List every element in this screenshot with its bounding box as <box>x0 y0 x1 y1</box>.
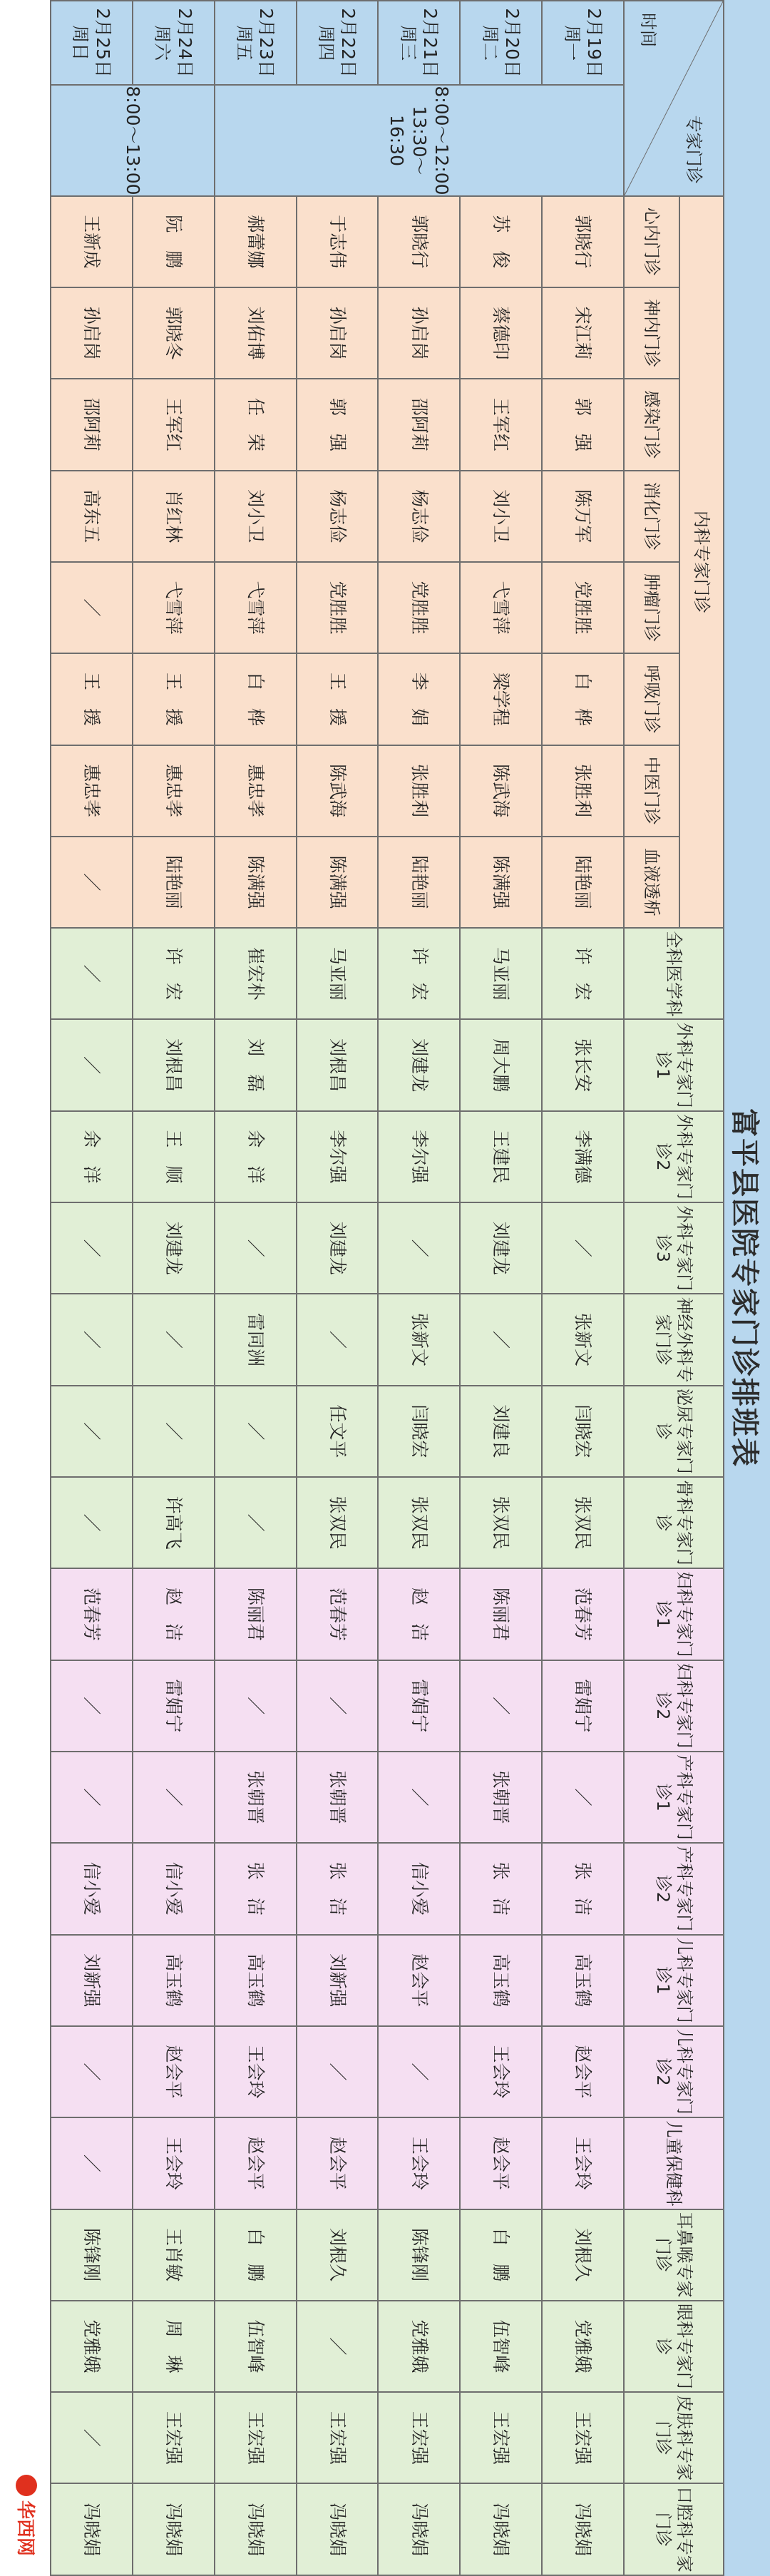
doctor-cell: 周大鹏 <box>460 1019 542 1110</box>
doctor-cell: 伍智峰 <box>460 2301 542 2392</box>
page-title: 富平县医院专家门诊排班表 <box>724 0 770 2576</box>
table-row <box>297 1 379 2575</box>
doctor-cell: 刘小卫 <box>460 471 542 562</box>
doctor-cell: 党胜胜 <box>378 562 460 653</box>
doctor-cell: 白 桦 <box>542 653 624 745</box>
doctor-cell: 张双民 <box>460 1477 542 1568</box>
doctor-cell: ／ <box>51 1386 133 1477</box>
doctor-cell: ／ <box>51 2117 133 2209</box>
doctor-cell: 张胜利 <box>542 745 624 837</box>
column-header: 儿童保健科 <box>624 2117 724 2209</box>
doctor-cell: 王建民 <box>460 1111 542 1202</box>
doctor-cell: 肖红林 <box>133 471 215 562</box>
column-header: 神经外科专家门诊 <box>624 1294 724 1385</box>
doctor-cell: ／ <box>215 1386 297 1477</box>
doctor-cell: 闫晓宏 <box>542 1386 624 1477</box>
doctor-cell: 许高飞 <box>133 1477 215 1568</box>
doctor-cell: 信小爱 <box>378 1843 460 1934</box>
doctor-cell: 赵会平 <box>133 2026 215 2117</box>
doctor-cell: ／ <box>297 1294 379 1385</box>
doctor-cell: 蔡德印 <box>460 287 542 379</box>
doctor-cell: 雷娟宁 <box>378 1660 460 1752</box>
doctor-cell: ／ <box>297 1660 379 1752</box>
doctor-cell: 张朝晋 <box>460 1752 542 1843</box>
doctor-cell: 赵会平 <box>215 2117 297 2209</box>
date-label: 2月23日 <box>256 8 277 78</box>
doctor-cell: 弋雪萍 <box>215 562 297 653</box>
doctor-cell: 张新文 <box>378 1294 460 1385</box>
doctor-cell: ／ <box>51 2392 133 2483</box>
doctor-cell: 张双民 <box>297 1477 379 1568</box>
doctor-cell: 王会玲 <box>215 2026 297 2117</box>
schedule-table <box>50 0 724 2576</box>
doctor-cell: ／ <box>51 1019 133 1110</box>
doctor-cell: 王肖敏 <box>133 2209 215 2301</box>
doctor-cell: 赵会平 <box>542 2026 624 2117</box>
doctor-cell: 伍智峰 <box>215 2301 297 2392</box>
doctor-cell: 冯晓娟 <box>215 2483 297 2575</box>
doctor-cell: ／ <box>378 1752 460 1843</box>
date-cell <box>215 1 297 85</box>
doctor-cell: 冯晓娟 <box>297 2483 379 2575</box>
doctor-cell: 崔宏朴 <box>215 928 297 1019</box>
time-label: 8:00～12:00 <box>431 86 452 195</box>
doctor-cell: 刘建龙 <box>378 1019 460 1110</box>
doctor-cell: 陈武海 <box>297 745 379 837</box>
time-cell <box>215 85 624 195</box>
doctor-cell: ／ <box>215 1202 297 1294</box>
doctor-cell: 刘建良 <box>460 1386 542 1477</box>
doctor-cell: 陈武海 <box>460 745 542 837</box>
doctor-cell: 郝蕾娜 <box>215 196 297 287</box>
table-row <box>215 1 297 2575</box>
doctor-cell: 王宏强 <box>460 2392 542 2483</box>
corner-bottom-label: 时间 <box>638 13 658 47</box>
table-row <box>542 1 624 2575</box>
doctor-cell: 邵阿莉 <box>51 379 133 470</box>
weekday-label: 周四 <box>316 25 337 61</box>
doctor-cell: 范春芳 <box>51 1568 133 1660</box>
doctor-cell: 郭晓行 <box>542 196 624 287</box>
doctor-cell: 任文平 <box>297 1386 379 1477</box>
doctor-cell: ／ <box>378 1202 460 1294</box>
doctor-cell: 任 荣 <box>215 379 297 470</box>
watermark-text: 华西网 <box>14 2500 36 2557</box>
doctor-cell: 王宏强 <box>133 2392 215 2483</box>
doctor-cell: 冯晓娟 <box>378 2483 460 2575</box>
column-header: 妇科专家门诊1 <box>624 1568 724 1660</box>
doctor-cell: 郭 强 <box>297 379 379 470</box>
doctor-cell: 马亚丽 <box>297 928 379 1019</box>
doctor-cell: 白 鹏 <box>460 2209 542 2301</box>
column-header: 全科医学科 <box>624 928 724 1019</box>
doctor-cell: 陈丽君 <box>460 1568 542 1660</box>
column-header: 口腔科专家门诊 <box>624 2483 724 2575</box>
doctor-cell: 冯晓娟 <box>133 2483 215 2575</box>
column-header: 皮肤科专家门诊 <box>624 2392 724 2483</box>
date-cell <box>460 1 542 85</box>
doctor-cell: 陈满强 <box>297 837 379 928</box>
table-row <box>133 1 215 2575</box>
date-label: 2月21日 <box>420 8 441 78</box>
doctor-cell: ／ <box>460 1294 542 1385</box>
doctor-cell: 阮 鹏 <box>133 196 215 287</box>
doctor-cell: 高东五 <box>51 471 133 562</box>
doctor-cell: 王会玲 <box>460 2026 542 2117</box>
doctor-cell: 赵 洁 <box>378 1568 460 1660</box>
doctor-cell: 高玉鹤 <box>215 1935 297 2026</box>
weekday-label: 周日 <box>70 25 91 61</box>
doctor-cell: 宋江莉 <box>542 287 624 379</box>
time-cell <box>51 85 215 195</box>
doctor-cell: 党雅娥 <box>542 2301 624 2392</box>
doctor-cell: 刘根久 <box>297 2209 379 2301</box>
doctor-cell: 赵会平 <box>297 2117 379 2209</box>
doctor-cell: 孙启岗 <box>51 287 133 379</box>
doctor-cell: 郭晓冬 <box>133 287 215 379</box>
doctor-cell: ／ <box>133 1752 215 1843</box>
doctor-cell: ／ <box>542 1752 624 1843</box>
doctor-cell: ／ <box>297 2026 379 2117</box>
table-row <box>51 1 133 2575</box>
doctor-cell: ／ <box>133 1294 215 1385</box>
neike-group-header: 内科专家门诊 <box>679 196 724 929</box>
doctor-cell: 李 娟 <box>378 653 460 745</box>
doctor-cell: 苏 俊 <box>460 196 542 287</box>
doctor-cell: 刘新强 <box>51 1935 133 2026</box>
doctor-cell: 赵会平 <box>460 2117 542 2209</box>
doctor-cell: 张双民 <box>378 1477 460 1568</box>
date-cell <box>133 1 215 85</box>
doctor-cell: 陆艳丽 <box>542 837 624 928</box>
doctor-cell: 余 洋 <box>215 1111 297 1202</box>
doctor-cell: 张朝晋 <box>297 1752 379 1843</box>
column-header: 外科专家门诊2 <box>624 1111 724 1202</box>
doctor-cell: 王宏强 <box>378 2392 460 2483</box>
doctor-cell: 马亚丽 <box>460 928 542 1019</box>
column-header: 肿瘤门诊 <box>624 562 679 653</box>
date-cell <box>51 1 133 85</box>
column-header: 妇科专家门诊2 <box>624 1660 724 1752</box>
weekday-label: 周二 <box>479 25 500 61</box>
doctor-cell: 孙启岗 <box>378 287 460 379</box>
doctor-cell: 刘建龙 <box>297 1202 379 1294</box>
doctor-cell: 刘佑博 <box>215 287 297 379</box>
doctor-cell: 惠忠孝 <box>215 745 297 837</box>
doctor-cell: 弋雪萍 <box>460 562 542 653</box>
doctor-cell: 杨志俭 <box>297 471 379 562</box>
doctor-cell: 李尔强 <box>297 1111 379 1202</box>
doctor-cell: 张新文 <box>542 1294 624 1385</box>
doctor-cell: 惠忠孝 <box>51 745 133 837</box>
column-header: 泌尿专家门诊 <box>624 1386 724 1477</box>
doctor-cell: 刘根久 <box>542 2209 624 2301</box>
doctor-cell: 王宏强 <box>542 2392 624 2483</box>
doctor-cell: 许 宏 <box>542 928 624 1019</box>
doctor-cell: ／ <box>51 837 133 928</box>
column-header: 感染门诊 <box>624 379 679 470</box>
doctor-cell: 陈满强 <box>460 837 542 928</box>
doctor-cell: 王宏强 <box>297 2392 379 2483</box>
doctor-cell: 郭晓行 <box>378 196 460 287</box>
doctor-cell: ／ <box>51 1660 133 1752</box>
doctor-cell: 周 琳 <box>133 2301 215 2392</box>
weekday-label: 周三 <box>397 25 419 61</box>
date-label: 2月22日 <box>338 8 359 78</box>
doctor-cell: 陈满强 <box>215 837 297 928</box>
doctor-cell: 范春芳 <box>542 1568 624 1660</box>
doctor-cell: 冯晓娟 <box>460 2483 542 2575</box>
doctor-cell: 陈丽君 <box>215 1568 297 1660</box>
doctor-cell: 杨志俭 <box>378 471 460 562</box>
doctor-cell: ／ <box>378 2026 460 2117</box>
doctor-cell: 余 洋 <box>51 1111 133 1202</box>
doctor-cell: 党胜胜 <box>297 562 379 653</box>
column-header: 血液透析 <box>624 837 679 928</box>
doctor-cell: 冯晓娟 <box>542 2483 624 2575</box>
table-row <box>378 1 460 2575</box>
doctor-cell: ／ <box>51 1477 133 1568</box>
doctor-cell: 赵 洁 <box>133 1568 215 1660</box>
doctor-cell: 于志伟 <box>297 196 379 287</box>
doctor-cell: 冯晓娟 <box>51 2483 133 2575</box>
doctor-cell: 张双民 <box>542 1477 624 1568</box>
doctor-cell: 张 洁 <box>215 1843 297 1934</box>
doctor-cell: ／ <box>133 1386 215 1477</box>
corner-header <box>624 1 724 196</box>
column-header: 产科专家门诊1 <box>624 1752 724 1843</box>
doctor-cell: 刘根昌 <box>297 1019 379 1110</box>
weekday-label: 周六 <box>152 25 173 61</box>
doctor-cell: 张长安 <box>542 1019 624 1110</box>
doctor-cell: 弋雪萍 <box>133 562 215 653</box>
date-cell <box>297 1 379 85</box>
column-header: 耳鼻喉专家门诊 <box>624 2209 724 2301</box>
doctor-cell: 高玉鹤 <box>542 1935 624 2026</box>
doctor-cell: 高玉鹤 <box>133 1935 215 2026</box>
doctor-cell: 张胜利 <box>378 745 460 837</box>
doctor-cell: 张 洁 <box>297 1843 379 1934</box>
doctor-cell: 张朝晋 <box>215 1752 297 1843</box>
doctor-cell: 刘小卫 <box>215 471 297 562</box>
column-header: 神内门诊 <box>624 287 679 379</box>
weekday-label: 周五 <box>234 25 255 61</box>
doctor-cell: ／ <box>51 562 133 653</box>
date-cell <box>542 1 624 85</box>
doctor-cell: 党雅娥 <box>378 2301 460 2392</box>
doctor-cell: 信小爱 <box>133 1843 215 1934</box>
doctor-cell: 赵会平 <box>378 1935 460 2026</box>
doctor-cell: ／ <box>51 1202 133 1294</box>
date-label: 2月20日 <box>501 8 523 78</box>
column-header: 儿科专家门诊1 <box>624 1935 724 2026</box>
doctor-cell: 陈万军 <box>542 471 624 562</box>
doctor-cell: 孙启岗 <box>297 287 379 379</box>
doctor-cell: 陆艳丽 <box>133 837 215 928</box>
doctor-cell: 王 援 <box>297 653 379 745</box>
doctor-cell: 王 援 <box>51 653 133 745</box>
date-cell <box>378 1 460 85</box>
doctor-cell: 许 宏 <box>133 928 215 1019</box>
column-header: 眼科专家门诊 <box>624 2301 724 2392</box>
doctor-cell: 雷娟宁 <box>133 1660 215 1752</box>
column-header: 中医门诊 <box>624 745 679 837</box>
doctor-cell: 梁学程 <box>460 653 542 745</box>
time-label: 13:30～16:30 <box>386 106 430 175</box>
doctor-cell: 雷同洲 <box>215 1294 297 1385</box>
doctor-cell: 张 洁 <box>542 1843 624 1934</box>
doctor-cell: ／ <box>542 1202 624 1294</box>
doctor-cell: 闫晓宏 <box>378 1386 460 1477</box>
doctor-cell: 王 援 <box>133 653 215 745</box>
column-header: 儿科专家门诊2 <box>624 2026 724 2117</box>
doctor-cell: 王会玲 <box>133 2117 215 2209</box>
doctor-cell: 刘建龙 <box>460 1202 542 1294</box>
doctor-cell: ／ <box>51 928 133 1019</box>
watermark-logo <box>14 2475 40 2556</box>
doctor-cell: 刘建龙 <box>133 1202 215 1294</box>
column-header: 产科专家门诊2 <box>624 1843 724 1934</box>
doctor-cell: ／ <box>51 2026 133 2117</box>
doctor-cell: 张 洁 <box>460 1843 542 1934</box>
corner-top-label: 专家门诊 <box>684 115 704 184</box>
doctor-cell: 信小爱 <box>51 1843 133 1934</box>
column-header: 心内门诊 <box>624 196 679 287</box>
column-header: 外科专家门诊3 <box>624 1202 724 1294</box>
doctor-cell: 陈锋刚 <box>378 2209 460 2301</box>
doctor-cell: 白 鹏 <box>215 2209 297 2301</box>
doctor-cell: ／ <box>215 1477 297 1568</box>
date-label: 2月19日 <box>583 8 605 78</box>
doctor-cell: 雷娟宁 <box>542 1660 624 1752</box>
doctor-cell: 邵阿莉 <box>378 379 460 470</box>
doctor-cell: 陆艳丽 <box>378 837 460 928</box>
time-label: 8:00～13:00 <box>122 86 143 195</box>
column-header: 外科专家门诊1 <box>624 1019 724 1110</box>
table-row <box>460 1 542 2575</box>
doctor-cell: 范春芳 <box>297 1568 379 1660</box>
watermark-icon <box>16 2475 38 2496</box>
doctor-cell: 刘根昌 <box>133 1019 215 1110</box>
doctor-cell: ／ <box>51 1752 133 1843</box>
doctor-cell: 王会玲 <box>542 2117 624 2209</box>
doctor-cell: ／ <box>215 1660 297 1752</box>
doctor-cell: 王新成 <box>51 196 133 287</box>
doctor-cell: 李满德 <box>542 1111 624 1202</box>
doctor-cell: 许 宏 <box>378 928 460 1019</box>
doctor-cell: 李尔强 <box>378 1111 460 1202</box>
doctor-cell: 王军红 <box>133 379 215 470</box>
date-label: 2月25日 <box>92 8 113 78</box>
column-header: 消化门诊 <box>624 471 679 562</box>
doctor-cell: 惠忠孝 <box>133 745 215 837</box>
doctor-cell: 王宏强 <box>215 2392 297 2483</box>
doctor-cell: 刘新强 <box>297 1935 379 2026</box>
column-header: 呼吸门诊 <box>624 653 679 745</box>
doctor-cell: 王会玲 <box>378 2117 460 2209</box>
doctor-cell: ／ <box>297 2301 379 2392</box>
doctor-cell: 党胜胜 <box>542 562 624 653</box>
date-label: 2月24日 <box>174 8 195 78</box>
doctor-cell: 王 顺 <box>133 1111 215 1202</box>
weekday-label: 周一 <box>561 25 582 61</box>
doctor-cell: 陈锋刚 <box>51 2209 133 2301</box>
doctor-cell: 刘 磊 <box>215 1019 297 1110</box>
doctor-cell: 高玉鹤 <box>460 1935 542 2026</box>
column-header: 骨科专家门诊 <box>624 1477 724 1568</box>
doctor-cell: 王军红 <box>460 379 542 470</box>
doctor-cell: 白 桦 <box>215 653 297 745</box>
doctor-cell: 郭 强 <box>542 379 624 470</box>
doctor-cell: 党雅娥 <box>51 2301 133 2392</box>
doctor-cell: ／ <box>51 1294 133 1385</box>
doctor-cell: ／ <box>460 1660 542 1752</box>
